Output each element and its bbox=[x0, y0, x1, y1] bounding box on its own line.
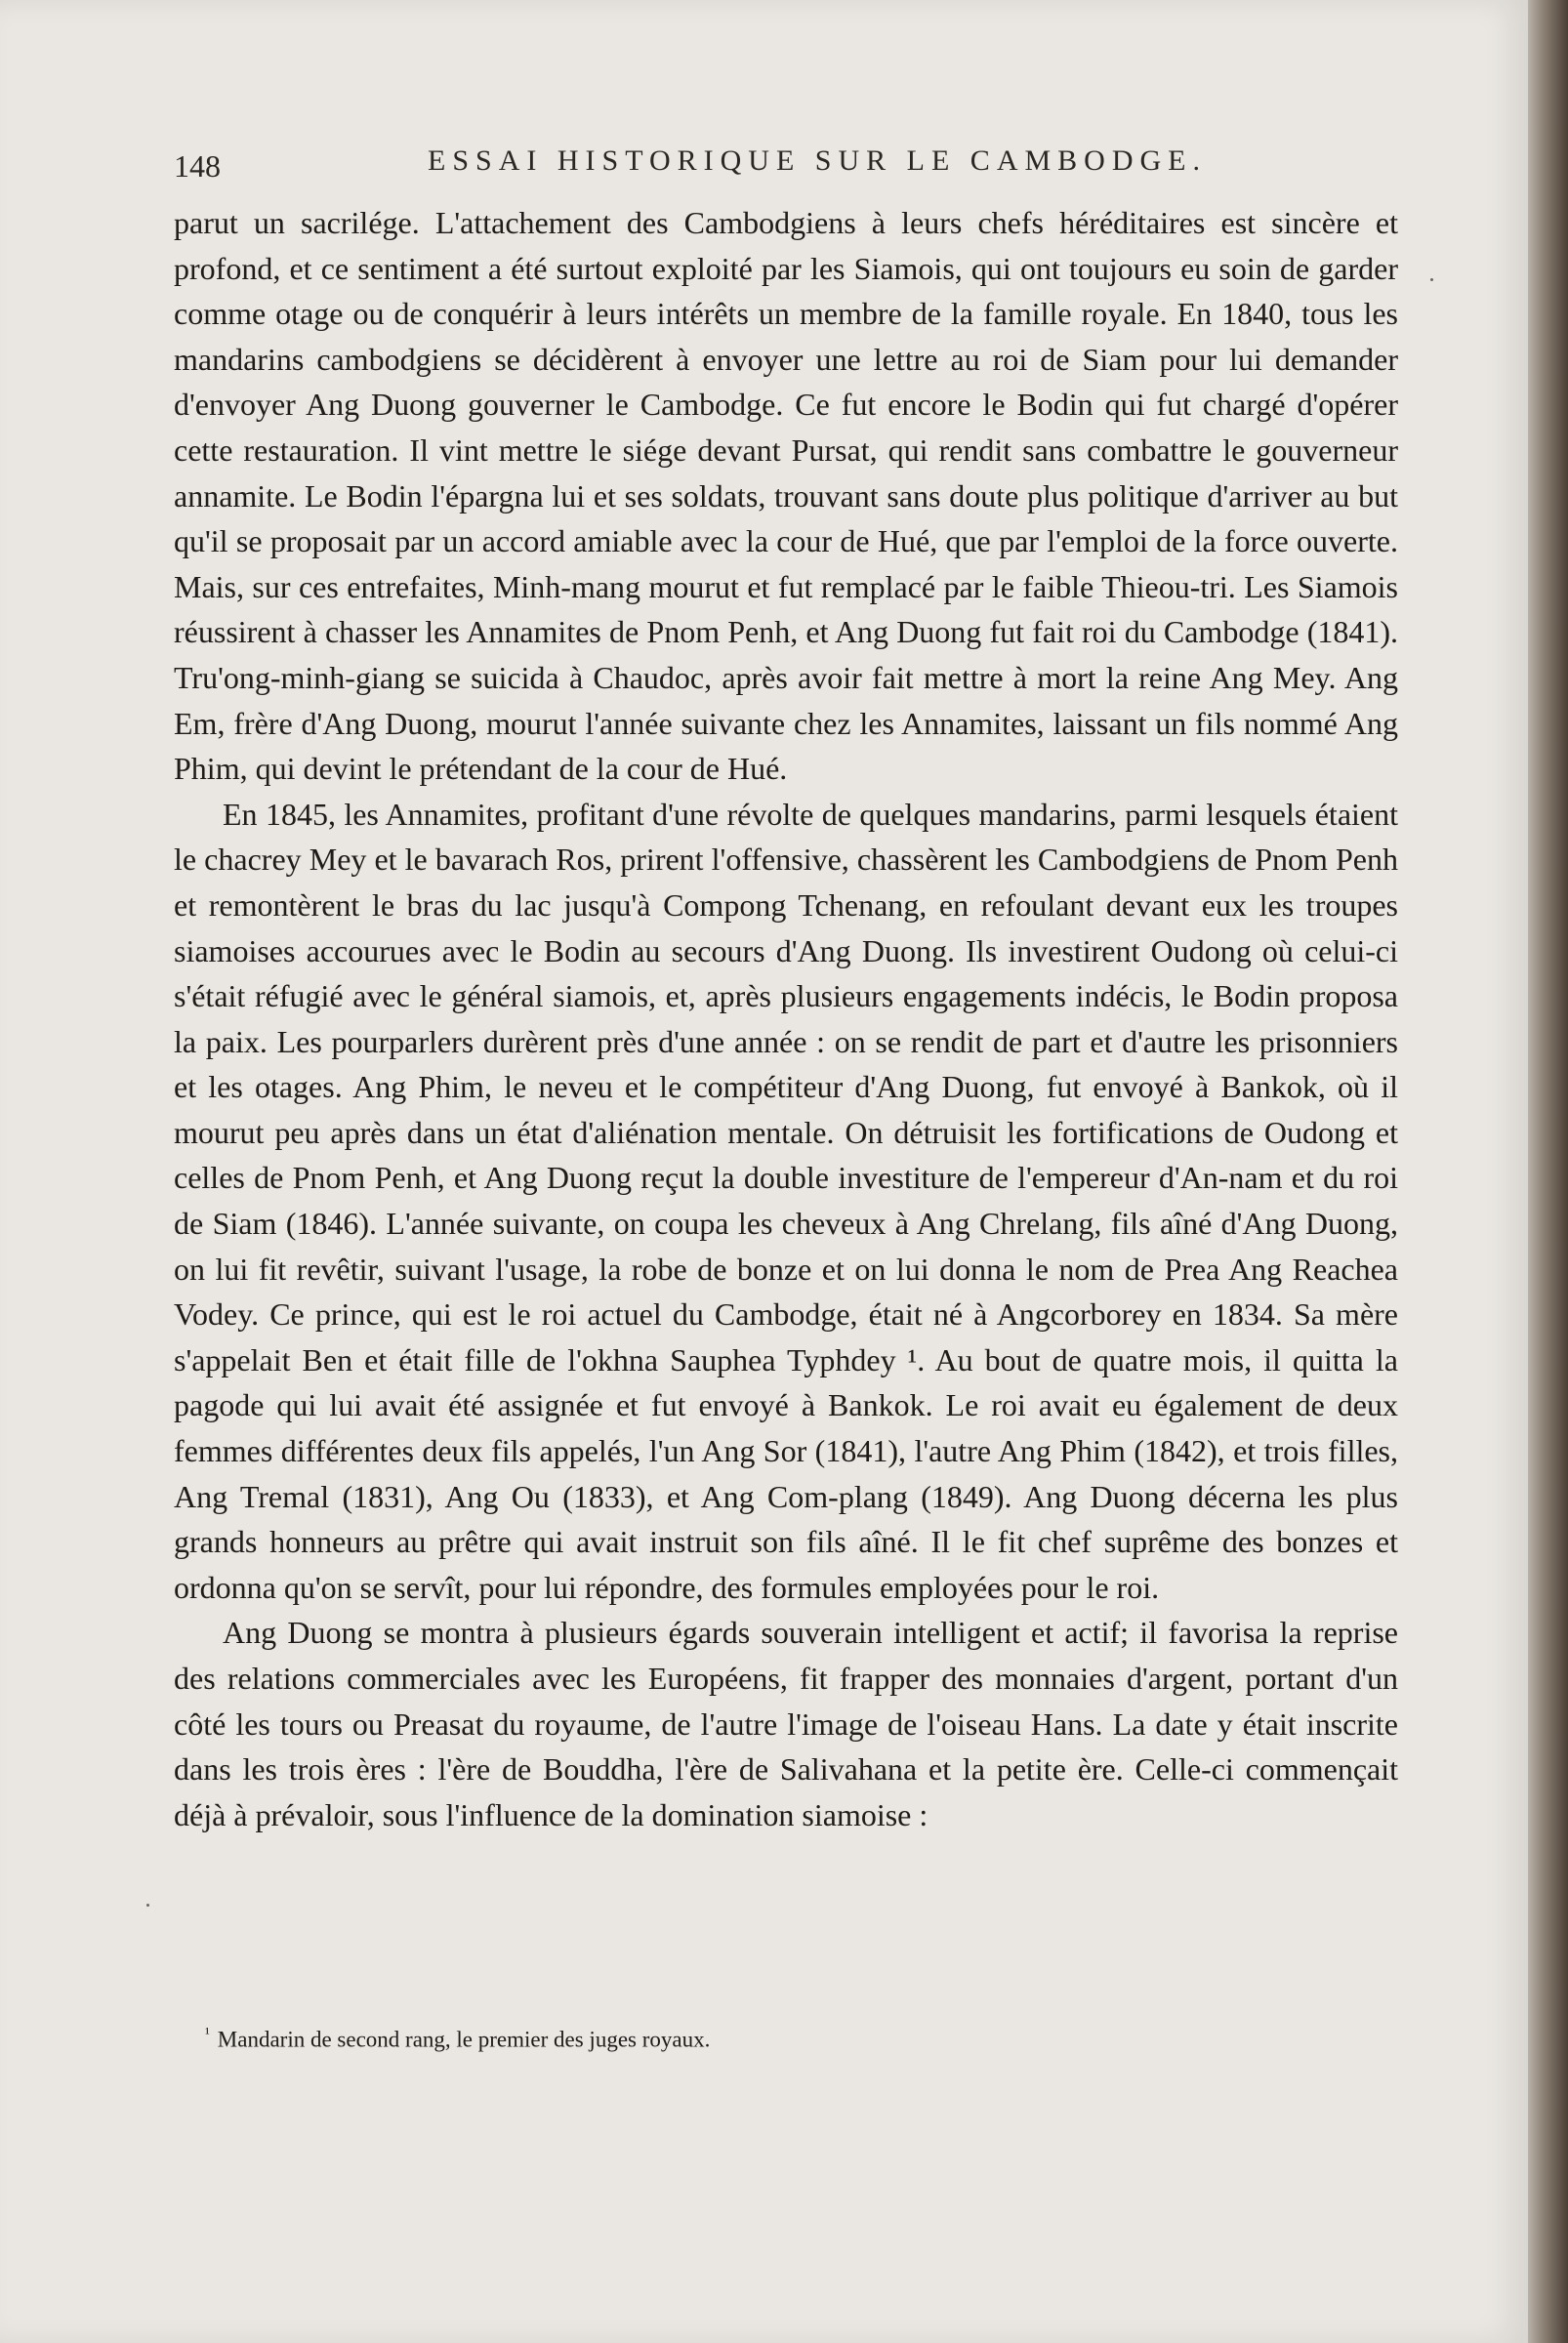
paper-speck bbox=[1430, 278, 1433, 281]
paper-speck bbox=[146, 1904, 149, 1907]
body-text bbox=[174, 200, 1398, 1837]
footnote-text: Mandarin de second rang, le premier des juges royaux. bbox=[217, 2027, 711, 2052]
paragraph-1: parut un sacrilége. L'attachement des Cambodgiens à leurs chefs héréditaires est sincère et profond, et ce sentiment a été surtout exploité par les Siamois, qui ont toujours eu soin de garder comme otage ou de conquérir à leurs intérêts un membre de la famille royale. En 1840, tous les mandarins cambodgiens se décidèrent à envoyer une lettre au roi de Siam pour lui demander d'envoyer Ang Duong gouverner le Cambodge. Ce fut encore le Bodin qui fut chargé d'opérer cette restauration. Il vint mettre le siége devant Pursat, qui rendit sans combattre le gouverneur annamite. Le Bodin l'épargna lui et ses soldats, trouvant sans doute plus politique d'arriver au but qu'il se proposait par un accord amiable avec la cour de Hué, que par l'emploi de la force ouverte. Mais, sur ces entrefaites, Minh-mang mourut et fut remplacé par le faible Thieou-tri. Les Siamois réussirent à chasser les Annamites de Pnom Penh, et Ang Duong fut fait roi du Cambodge (1841). Tru'ong-minh-giang se suicida à Chaudoc, après avoir fait mettre à mort la reine Ang Mey. Ang Em, frère d'Ang Duong, mourut l'année suivante chez les Annamites, laissant un fils nommé Ang Phim, qui devint le prétendant de la cour de Hué. bbox=[174, 205, 1398, 787]
footnote bbox=[205, 2026, 1279, 2053]
running-title: ESSAI HISTORIQUE SUR LE CAMBODGE. bbox=[428, 144, 1207, 177]
page-edge-shadow bbox=[1528, 0, 1568, 2343]
paragraph-2: En 1845, les Annamites, profitant d'une révolte de quelques mandarins, parmi lesquels étaient le chacrey Mey et le bavarach Ros, prirent l'offensive, chassèrent les Cambodgiens de Pnom Penh et remontèrent le bras du lac jusqu'à Compong Tchenang, en refoulant devant eux les troupes siamoises accourues avec le Bodin au secours d'Ang Duong. Ils investirent Oudong où celui-ci s'était réfugié avec le général siamois, et, après plusieurs engagements indécis, le Bodin proposa la paix. Les pourparlers durèrent près d'une année : on se rendit de part et d'autre les prisonniers et les otages. Ang Phim, le neveu et le compétiteur d'Ang Duong, fut envoyé à Bankok, où il mourut peu après dans un état d'aliénation mentale. On détruisit les fortifications de Oudong et celles de Pnom Penh, et Ang Duong reçut la double investiture de l'empereur d'An-nam et du roi de Siam (1846). L'année suivante, on coupa les cheveux à Ang Chrelang, fils aîné d'Ang Duong, on lui fit revêtir, suivant l'usage, la robe de bonze et on lui donna le nom de Prea Ang Reachea Vodey. Ce prince, qui est le roi actuel du Cambodge, était né à Angcorborey en 1834. Sa mère s'appelait Ben et était fille de l'okhna Sauphea Typhdey ¹. Au bout de quatre mois, il quitta la pagode qui lui avait été assignée et fut envoyé à Bankok. Le roi avait eu également de deux femmes différentes deux fils appelés, l'un Ang Sor (1841), l'autre Ang Phim (1842), et trois filles, Ang Tremal (1831), Ang Ou (1833), et Ang Com-plang (1849). Ang Duong décerna les plus grands honneurs au prêtre qui avait instruit son fils aîné. Il le fit chef suprême des bonzes et ordonna qu'on se servît, pour lui répondre, des formules employées pour le roi. bbox=[174, 796, 1398, 1605]
footnote-marker: ¹ bbox=[205, 2026, 210, 2042]
paragraph-3: Ang Duong se montra à plusieurs égards souverain intelligent et actif; il favorisa la reprise des relations commerciales avec les Européens, fit frapper des monnaies d'argent, portant d'un côté les tours ou Preasat du royaume, de l'autre l'image de l'oiseau Hans. La date y était inscrite dans les trois ères : l'ère de Bouddha, l'ère de Salivahana et la petite ère. Celle-ci commençait déjà à prévaloir, sous l'influence de la domination siamoise : bbox=[174, 1615, 1398, 1832]
page-header bbox=[174, 144, 1402, 193]
page-number: 148 bbox=[174, 148, 221, 184]
